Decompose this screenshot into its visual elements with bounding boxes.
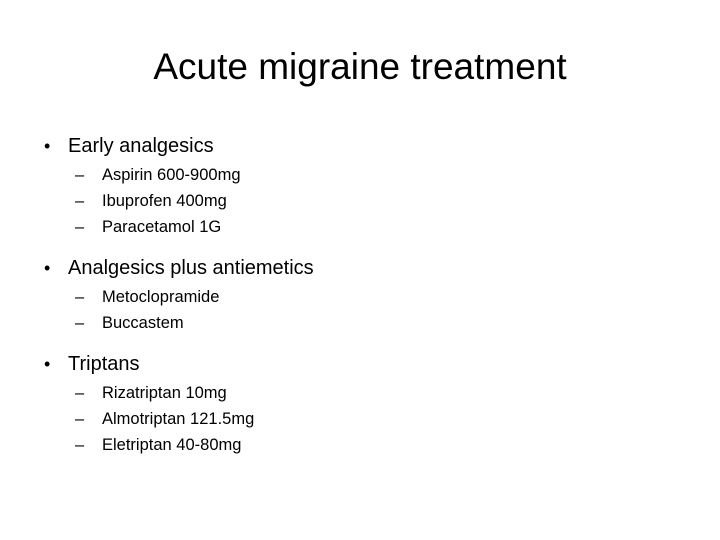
bullet-label: Triptans <box>68 353 140 375</box>
dash-icon: – <box>75 436 85 454</box>
section-analgesics-plus-antiemetics <box>44 253 684 336</box>
sub-item-label: Almotriptan 121.5mg <box>102 410 255 428</box>
sub-item-label: Ibuprofen 400mg <box>102 192 227 210</box>
bullet-item <box>44 349 684 379</box>
sub-item <box>75 214 684 240</box>
sub-item <box>75 310 684 336</box>
bullet-icon: • <box>44 354 51 374</box>
dash-icon: – <box>75 314 85 332</box>
dash-icon: – <box>75 384 85 402</box>
dash-icon: – <box>75 410 85 428</box>
sub-item-label: Aspirin 600-900mg <box>102 166 241 184</box>
sub-item-label: Metoclopramide <box>102 288 220 306</box>
section-triptans <box>44 349 684 458</box>
sub-item <box>75 284 684 310</box>
bullet-label: Early analgesics <box>68 135 214 157</box>
dash-icon: – <box>75 166 85 184</box>
sub-item <box>75 380 684 406</box>
sub-item <box>75 432 684 458</box>
bullet-icon: • <box>44 258 51 278</box>
bullet-list <box>44 131 684 471</box>
dash-icon: – <box>75 288 85 306</box>
bullet-item <box>44 131 684 161</box>
bullet-label: Analgesics plus antiemetics <box>68 257 314 279</box>
sub-item <box>75 162 684 188</box>
sub-item-label: Rizatriptan 10mg <box>102 384 227 402</box>
dash-icon: – <box>75 192 85 210</box>
dash-icon: – <box>75 218 85 236</box>
sub-item <box>75 406 684 432</box>
sub-list <box>44 380 684 458</box>
section-early-analgesics <box>44 131 684 240</box>
sub-item-label: Buccastem <box>102 314 184 332</box>
sub-item <box>75 188 684 214</box>
sub-item-label: Paracetamol 1G <box>102 218 222 236</box>
sub-list <box>44 162 684 240</box>
sub-item-label: Eletriptan 40-80mg <box>102 436 242 454</box>
bullet-icon: • <box>44 136 51 156</box>
sub-list <box>44 284 684 336</box>
bullet-item <box>44 253 684 283</box>
slide-title: Acute migraine treatment <box>153 46 567 87</box>
